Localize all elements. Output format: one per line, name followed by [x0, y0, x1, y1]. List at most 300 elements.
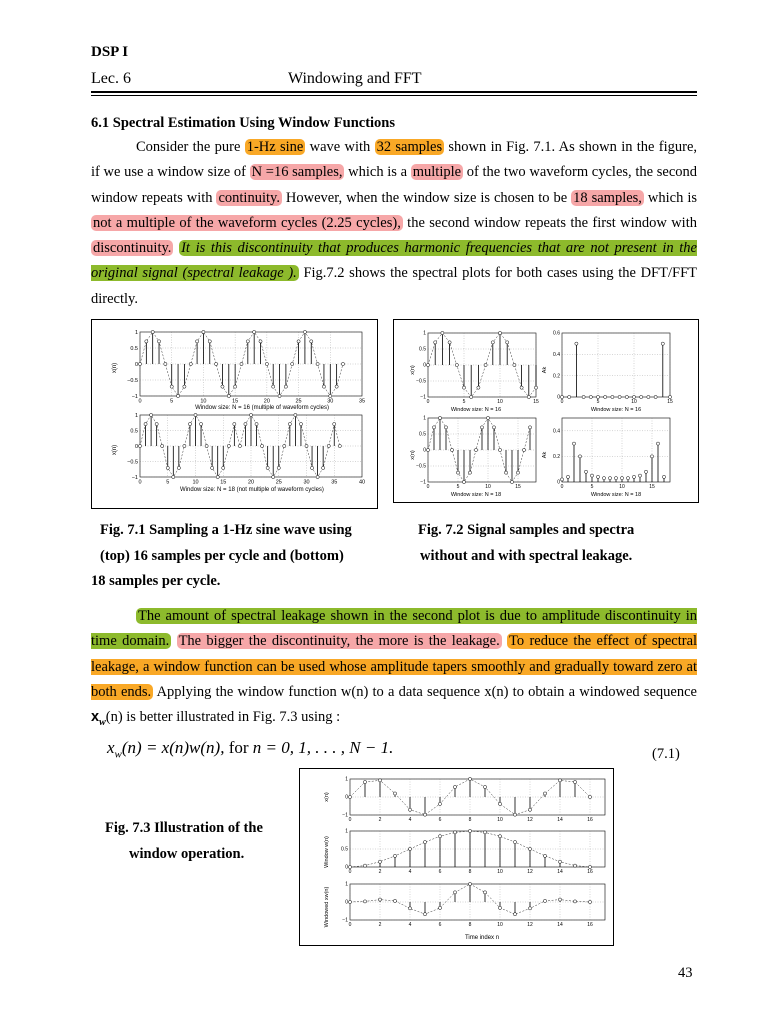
- stem-marker: [528, 907, 531, 910]
- fig72-bottom-right-axes: [553, 418, 670, 490]
- fig72-tl-xlabel: Window size: N = 16: [450, 407, 502, 413]
- stem-marker: [543, 792, 546, 795]
- stem-marker: [486, 416, 489, 419]
- stem-marker: [338, 444, 341, 447]
- tick-label: 25: [275, 479, 282, 486]
- caption-line: Fig. 7.1 Sampling a 1-Hz sine wave using: [100, 522, 352, 538]
- tick-label: −1: [342, 917, 348, 924]
- tick-label: 6: [438, 922, 442, 928]
- stem-marker: [620, 477, 623, 480]
- stem-marker: [566, 475, 569, 478]
- stem-marker: [297, 340, 300, 343]
- stem-marker: [199, 422, 202, 425]
- tick-label: 1: [345, 828, 348, 835]
- text: Fig.7.2 shows the spectral plots for both cases using the DFT/FFT directly.: [91, 265, 697, 307]
- paragraph-2: [91, 604, 697, 735]
- stem-marker: [240, 362, 243, 365]
- stem-marker: [453, 891, 456, 894]
- stem-marker: [205, 444, 208, 447]
- stem-marker: [632, 475, 635, 478]
- stem-marker: [596, 395, 599, 398]
- stem-marker: [462, 480, 465, 483]
- stem-marker: [333, 422, 336, 425]
- tick-label: 6: [438, 817, 442, 823]
- stem-marker: [244, 422, 247, 425]
- fig73-window-axes: [341, 829, 605, 875]
- caption-line: window operation.: [129, 845, 245, 862]
- eq-for: for: [228, 738, 249, 757]
- fig73-signal-axes: [342, 777, 605, 823]
- stem-marker: [335, 385, 338, 388]
- stem-marker: [589, 395, 592, 398]
- fig71-bottom-ylabel: x(n): [112, 444, 118, 456]
- stem-marker: [378, 860, 381, 863]
- tick-label: 1: [345, 881, 348, 888]
- tick-label: 15: [515, 484, 521, 490]
- stem-marker: [211, 466, 214, 469]
- stem-marker: [483, 891, 486, 894]
- stem-marker: [176, 394, 179, 397]
- stem-marker: [611, 395, 614, 398]
- highlight: 1-Hz sine: [246, 139, 304, 155]
- tick-label: −1: [342, 812, 348, 819]
- eq-lhs-sub: w: [114, 748, 122, 761]
- stem-marker: [640, 395, 643, 398]
- tick-label: 10: [497, 922, 503, 928]
- fig72-tr-ylabel: Ak: [542, 366, 548, 374]
- fig73-ylabel-3: Windowed xw(n): [324, 886, 330, 928]
- stem-marker: [238, 444, 241, 447]
- fig72-top-left-axes: [416, 331, 539, 405]
- stem-marker: [166, 466, 169, 469]
- stem-marker: [444, 426, 447, 429]
- header-rule-thin: [91, 95, 697, 96]
- tick-label: 10: [192, 479, 199, 486]
- tick-label: 5: [590, 484, 594, 490]
- course-title: DSP I: [91, 44, 129, 60]
- stem-marker: [316, 362, 319, 365]
- tick-label: −1: [420, 394, 426, 401]
- stem-marker: [462, 386, 465, 389]
- tick-label: 0: [138, 398, 142, 405]
- stem-marker: [582, 395, 585, 398]
- tick-label: 30: [303, 479, 310, 486]
- tick-label: 12: [527, 922, 533, 928]
- stem-marker: [378, 779, 381, 782]
- stem-marker: [434, 341, 437, 344]
- stem-marker: [626, 477, 629, 480]
- lecture-title: Windowing and FFT: [288, 70, 422, 87]
- tick-label: 14: [557, 817, 563, 823]
- fig72-bl-xlabel: Window size: N = 18: [450, 492, 502, 498]
- stem-marker: [316, 475, 319, 478]
- tick-label: 15: [667, 399, 673, 405]
- tick-label: 0.5: [130, 345, 138, 352]
- fig72-br-ylabel: Ak: [542, 451, 548, 459]
- stem-marker: [138, 362, 141, 365]
- stem-marker: [590, 474, 593, 477]
- tick-label: 0.2: [553, 454, 560, 461]
- stem-marker: [157, 340, 160, 343]
- stem-marker: [291, 362, 294, 365]
- fig73-xlabel: Time index n: [464, 935, 500, 941]
- stem-marker: [573, 864, 576, 867]
- tick-label: 10: [619, 484, 625, 490]
- stem-marker: [483, 785, 486, 788]
- stem-marker: [498, 331, 501, 334]
- text: (n) is better illustrated in Fig. 7.3 using :: [105, 709, 341, 726]
- stem-marker: [253, 330, 256, 333]
- tick-label: −0.5: [416, 378, 426, 385]
- stem-marker: [513, 813, 516, 816]
- stem-marker: [644, 470, 647, 473]
- equation-7-1: [107, 738, 393, 760]
- fig71-bottom-axes: [127, 413, 365, 486]
- stem-marker: [208, 340, 211, 343]
- stem-marker: [534, 386, 537, 389]
- tick-label: 0: [560, 399, 564, 405]
- stem-marker: [468, 777, 471, 780]
- stem-marker: [438, 835, 441, 838]
- stem-marker: [170, 385, 173, 388]
- figure-7-1: [91, 319, 378, 509]
- xw-subscript: w: [99, 717, 106, 729]
- text: However, when the window size is chosen to be: [281, 189, 572, 206]
- fig72-br-xlabel: Window size: N = 18: [590, 492, 642, 498]
- stem-marker: [510, 480, 513, 483]
- tick-label: 35: [358, 398, 366, 405]
- stem-marker: [265, 362, 268, 365]
- stem-marker: [164, 362, 167, 365]
- stem-marker: [423, 841, 426, 844]
- stem-marker: [468, 471, 471, 474]
- stem-marker: [408, 808, 411, 811]
- tick-label: 15: [232, 398, 239, 405]
- stem-marker: [438, 416, 441, 419]
- stem-marker: [491, 341, 494, 344]
- stem-marker: [322, 466, 325, 469]
- stem-marker: [341, 362, 344, 365]
- tick-label: 0.5: [130, 428, 138, 435]
- tick-label: 6: [438, 869, 442, 875]
- stem-marker: [584, 470, 587, 473]
- figure-7-3: [299, 768, 614, 946]
- figure-7-2: [393, 319, 699, 503]
- tick-label: 10: [497, 399, 503, 405]
- tick-label: 15: [220, 479, 227, 486]
- tick-label: 0.2: [553, 373, 560, 380]
- stem-marker: [453, 785, 456, 788]
- stem-marker: [272, 385, 275, 388]
- highlight: 32 samples: [376, 139, 443, 155]
- fig72-caption: [418, 518, 658, 569]
- stem-marker: [528, 808, 531, 811]
- stem-marker: [216, 475, 219, 478]
- tick-label: 25: [295, 398, 302, 405]
- tick-label: 8: [468, 817, 472, 823]
- tick-label: 10: [631, 399, 637, 405]
- fig72-bottom-left-axes: [416, 416, 536, 490]
- stem-marker: [513, 841, 516, 844]
- stem-marker: [408, 847, 411, 850]
- stem-marker: [183, 444, 186, 447]
- stem-marker: [558, 898, 561, 901]
- stem-marker: [393, 792, 396, 795]
- stem-marker: [470, 395, 473, 398]
- highlight: The amount of spectral leakage shown in the second plot is due to amplitude discontinuity in time domain.: [91, 608, 697, 650]
- fig71-top-xlabel: Window size: N = 16 (multiple of waveform cycles): [195, 405, 329, 411]
- stem-marker: [468, 829, 471, 832]
- tick-label: −1: [131, 474, 138, 481]
- stem-marker: [504, 471, 507, 474]
- stem-marker: [575, 342, 578, 345]
- stem-marker: [423, 913, 426, 916]
- text: which is: [643, 189, 697, 206]
- tick-label: 16: [587, 869, 593, 875]
- highlight: To reduce the effect of spectral leakage, a window function can be used whose amplitude tapers smoothly and gradually toward zero at both ends.: [91, 633, 698, 700]
- highlight: N =16 samples,: [251, 164, 343, 181]
- tick-label: 20: [263, 398, 270, 405]
- stem-marker: [441, 331, 444, 334]
- stem-marker: [155, 422, 158, 425]
- figure-7-2-plot: [394, 320, 698, 502]
- tick-label: 0: [134, 361, 138, 368]
- stem-marker: [527, 395, 530, 398]
- tick-label: 0: [138, 479, 142, 486]
- stem-marker: [145, 340, 148, 343]
- stem-marker: [448, 341, 451, 344]
- stem-marker: [474, 448, 477, 451]
- stem-marker: [294, 413, 297, 416]
- text: shown in Fig. 7.1. As shown in the figure, if we use a window size of: [91, 139, 698, 181]
- fig72-tl-ylabel: x(n): [410, 365, 416, 375]
- tick-label: 0: [426, 399, 430, 405]
- fig71-top-ylabel: x(n): [112, 362, 118, 374]
- stem-marker: [348, 865, 351, 868]
- fig72-bl-ylabel: x(n): [410, 450, 416, 460]
- tick-label: 8: [468, 922, 472, 928]
- stem-marker: [272, 475, 275, 478]
- stem-marker: [363, 780, 366, 783]
- tick-label: 10: [485, 484, 491, 490]
- stem-marker: [614, 477, 617, 480]
- stem-marker: [221, 385, 224, 388]
- stem-marker: [602, 477, 605, 480]
- eq-lhs: x: [107, 738, 115, 757]
- stem-marker: [393, 899, 396, 902]
- caption-line: 18 samples per cycle.: [91, 573, 221, 589]
- tick-label: 0.4: [553, 428, 560, 435]
- tick-label: 4: [408, 817, 412, 823]
- tick-label: 4: [408, 869, 412, 875]
- stem-marker: [638, 474, 641, 477]
- tick-label: 35: [331, 479, 338, 486]
- fig73-ylabel-1: x(n): [324, 792, 330, 802]
- tick-label: 0: [557, 394, 560, 401]
- stem-marker: [468, 882, 471, 885]
- stem-marker: [453, 831, 456, 834]
- stem-marker: [573, 780, 576, 783]
- stem-marker: [618, 395, 621, 398]
- stem-marker: [202, 330, 205, 333]
- tick-label: −0.5: [127, 459, 138, 466]
- fig73-caption: [105, 816, 285, 867]
- stem-marker: [259, 340, 262, 343]
- tick-label: 12: [527, 869, 533, 875]
- page-number: 43: [678, 965, 693, 981]
- tick-label: 30: [327, 398, 334, 405]
- stem-marker: [498, 835, 501, 838]
- stem-marker: [150, 413, 153, 416]
- highlight: multiple: [412, 164, 462, 181]
- stem-marker: [528, 847, 531, 850]
- stem-marker: [310, 340, 313, 343]
- stem-marker: [161, 444, 164, 447]
- stem-marker: [578, 455, 581, 458]
- tick-label: 1: [423, 330, 426, 337]
- fig73-ylabel-2: Window w(n): [324, 836, 330, 868]
- stem-marker: [513, 363, 516, 366]
- stem-marker: [183, 385, 186, 388]
- tick-label: 20: [247, 479, 255, 486]
- tick-label: 0: [423, 447, 426, 454]
- stem-marker: [277, 466, 280, 469]
- tick-label: 0: [345, 794, 348, 801]
- stem-marker: [568, 395, 571, 398]
- stem-marker: [558, 779, 561, 782]
- stem-marker: [227, 444, 230, 447]
- stem-marker: [310, 466, 313, 469]
- tick-label: 40: [358, 479, 366, 486]
- tick-label: 0: [134, 443, 138, 450]
- stem-marker: [227, 394, 230, 397]
- stem-marker: [432, 426, 435, 429]
- stem-marker: [650, 455, 653, 458]
- paragraph-1: [91, 135, 697, 312]
- stem-marker: [438, 802, 441, 805]
- tick-label: 0.4: [553, 352, 560, 358]
- fig73-windowed-axes: [342, 882, 605, 928]
- stem-marker: [299, 422, 302, 425]
- text: of the two waveform cycles, the second window repeats with: [91, 164, 698, 206]
- tick-label: 16: [587, 817, 593, 823]
- stem-marker: [483, 831, 486, 834]
- stem-marker: [393, 854, 396, 857]
- tick-label: 4: [408, 922, 412, 928]
- eq-body: (n) = x(n)w(n),: [121, 738, 225, 757]
- tick-label: 0: [560, 484, 564, 490]
- stem-marker: [498, 448, 501, 451]
- tick-label: 5: [596, 399, 600, 405]
- stem-marker: [266, 466, 269, 469]
- text: wave with: [305, 139, 375, 155]
- tick-label: 0.5: [341, 846, 348, 853]
- stem-marker: [215, 362, 218, 365]
- stem-marker: [588, 795, 591, 798]
- stem-marker: [194, 413, 197, 416]
- tick-label: −1: [420, 479, 426, 486]
- tick-label: 16: [587, 922, 593, 928]
- equation-number: (7.1): [652, 746, 680, 762]
- tick-label: 12: [527, 817, 533, 823]
- tick-label: 2: [378, 817, 382, 823]
- stem-marker: [177, 466, 180, 469]
- figure-7-3-plot: [300, 769, 613, 945]
- stem-marker: [484, 363, 487, 366]
- stem-marker: [327, 444, 330, 447]
- stem-marker: [303, 330, 306, 333]
- stem-marker: [305, 444, 308, 447]
- tick-label: 0: [348, 922, 352, 928]
- tick-label: 15: [649, 484, 655, 490]
- tick-label: 0.5: [419, 346, 426, 353]
- tick-label: −0.5: [127, 377, 138, 384]
- stem-marker: [423, 813, 426, 816]
- lecture-number: Lec. 6: [91, 70, 131, 87]
- stem-marker: [498, 906, 501, 909]
- stem-marker: [480, 426, 483, 429]
- stem-marker: [329, 394, 332, 397]
- tick-label: 10: [497, 869, 503, 875]
- stem-marker: [573, 900, 576, 903]
- tick-label: −0.5: [416, 463, 426, 470]
- tick-label: 1: [345, 776, 348, 783]
- stem-marker: [234, 385, 237, 388]
- stem-marker: [455, 363, 458, 366]
- stem-marker: [558, 860, 561, 863]
- stem-marker: [348, 900, 351, 903]
- stem-marker: [348, 795, 351, 798]
- stem-marker: [661, 342, 664, 345]
- stem-marker: [498, 802, 501, 805]
- stem-marker: [246, 340, 249, 343]
- stem-marker: [151, 330, 154, 333]
- tick-label: 0: [348, 869, 352, 875]
- stem-marker: [138, 444, 141, 447]
- tick-label: 2: [378, 869, 382, 875]
- fig72-top-right-axes: [553, 331, 673, 405]
- stem-marker: [426, 363, 429, 366]
- tick-label: 1: [134, 412, 138, 419]
- stem-marker: [261, 444, 264, 447]
- stem-marker: [662, 475, 665, 478]
- caption-line: Fig. 7.2 Signal samples and spectra: [418, 522, 635, 538]
- stem-marker: [492, 426, 495, 429]
- tick-label: 5: [462, 399, 466, 405]
- tick-label: 1: [134, 329, 138, 336]
- highlight: The bigger the discontinuity, the more is the leakage.: [178, 633, 500, 650]
- stem-marker: [283, 444, 286, 447]
- text: which is a: [344, 164, 411, 181]
- tick-label: 0: [426, 484, 430, 490]
- tick-label: 14: [557, 869, 563, 875]
- plot-frame: [562, 333, 670, 397]
- stem-marker: [195, 340, 198, 343]
- stem-marker: [450, 448, 453, 451]
- text: the second window repeats the first window with: [402, 214, 697, 231]
- tick-label: 5: [170, 398, 174, 405]
- stem-marker: [656, 442, 659, 445]
- stem-marker: [378, 898, 381, 901]
- stem-marker: [172, 475, 175, 478]
- stem-marker: [516, 471, 519, 474]
- text: Applying the window function w(n) to a data sequence x(n) to obtain a windowed sequence: [153, 683, 697, 700]
- header-rule-thick: [91, 91, 697, 93]
- stem-marker: [625, 395, 628, 398]
- tick-label: 5: [456, 484, 460, 490]
- highlight: It is this discontinuity that produces harmonic frequencies that are not present in the original signal (spectral leakage ).: [91, 240, 697, 282]
- stem-marker: [278, 394, 281, 397]
